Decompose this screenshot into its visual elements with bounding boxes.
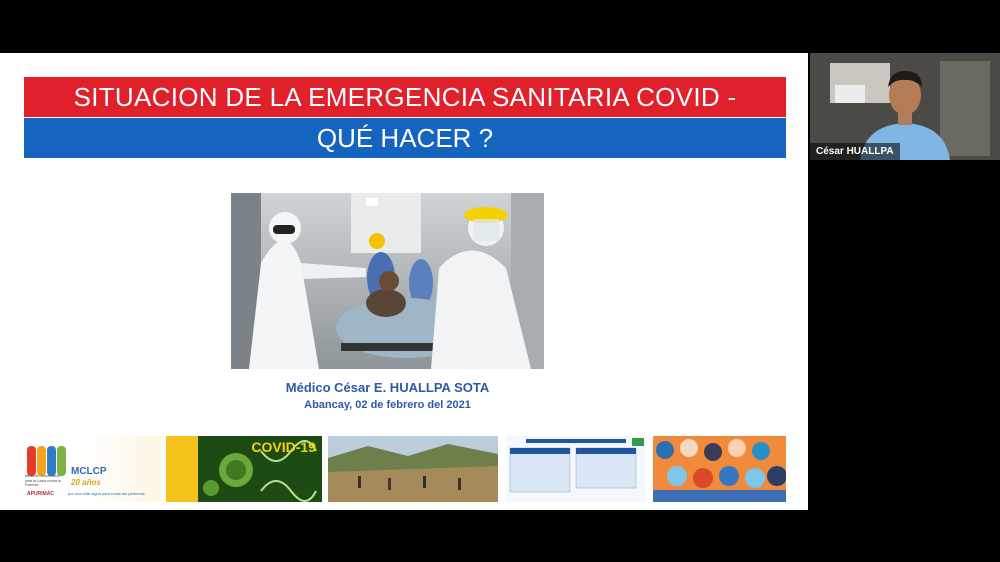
slide-title-line-2: QUÉ HACER ? [24, 118, 786, 158]
logo-years: 20 años [71, 478, 101, 487]
slide-title-line-1: SITUACION DE LA EMERGENCIA SANITARIA COVID - [24, 77, 786, 117]
author-name: Médico César E. HUALLPA SOTA [285, 380, 490, 395]
shared-screen-slide [0, 53, 808, 510]
logo-subtitle: Mesa de Concertación para la Lucha contra la Pobreza [25, 474, 61, 487]
masked-crowd-image [653, 436, 786, 502]
medical-team-photo [231, 193, 544, 369]
participant-name-label: César HUALLPA [810, 143, 900, 160]
covid-virus-image [166, 436, 322, 502]
andean-landscape-image [328, 436, 498, 502]
logo-title: MCLCP [71, 466, 107, 477]
covid-label: COVID-19 [251, 439, 316, 455]
participant-video-tile[interactable] [810, 53, 1000, 160]
place-date: Abancay, 02 de febrero del 2021 [304, 399, 471, 411]
logo-tagline: por una vida digna para todas las personas [68, 491, 145, 496]
logo-region: APURIMAC [27, 491, 54, 497]
statistics-table-image [506, 436, 646, 502]
mclcp-logo [24, 436, 161, 502]
